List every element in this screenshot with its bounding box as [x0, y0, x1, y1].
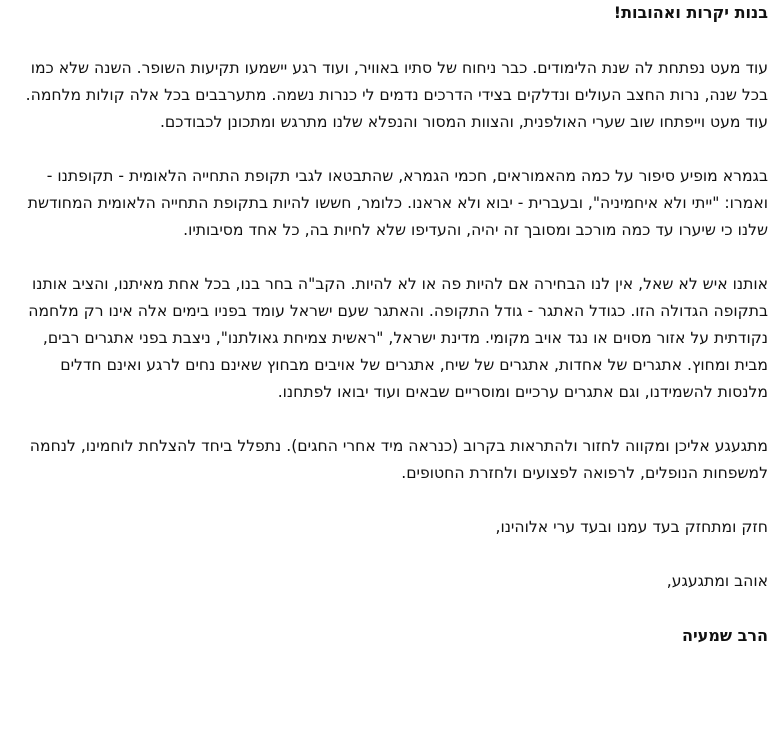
paragraph-school-year-opening: עוד מעט נפתחת לה שנת הלימודים. כבר ניחוח של סתיו באוויר, ועוד רגע יישמעו תקיעות השופר. השנה שלא כמו בכל שנה, נרות החצב העולים ונדלקים בצידי הדרכים נדמים לי כנרות נשמה. מתערבבים בכל אלה קולות מלחמה. עוד מעט וייפתחו שוב שערי האולפנית, והצוות המסור והנפלא שלנו מתרגש ומתכונן לכבודכם.	[25, 59, 768, 131]
letter-body	[16, 0, 768, 649]
paragraph-prayer-wishes: מתגעגע אליכן ומקווה לחזור ולהתראות בקרוב (כנראה מיד אחרי החגים). נתפלל ביחד להצלחת לוחמינו, לנחמה למשפחות הנופלים, לרפואה לפצועים ולחזרת החטופים.	[29, 437, 768, 482]
paragraph-era-challenges: אותנו איש לא שאל, אין לנו הבחירה אם להיות פה או לא להיות. הקב"ה בחר בנו, בכל אחת מאיתנו, והציב אותנו בתקופה הגדולה הזו. כגודל האתגר - גודל התקופה. והאתגר שעם ישראל עומד בפניו בימים אלה אינו רק מלחמה נקודתית על אזור מסוים או נגד אויב מקומי. מדינת ישראל, "ראשית צמיחת גאולתנו", ניצבת בפני אתגרים רבים, מבית ומחוץ. אתגרים של אחדות, אתגרים של שיח, אתגרים של אויבים מבחוץ שאינם נחים לרגע ואינם חדלים מלנסות להשמידנו, וגם אתגרים ערכיים ומוסריים שבאים ועוד יבואו לפתחנו.	[28, 275, 768, 401]
paragraph-gemara-story: בגמרא מופיע סיפור על כמה מהאמוראים, חכמי הגמרא, שהתבטאו לגבי תקופת התחייה הלאומית - תקופתנו - ואמרו: "ייתי ולא איחמיניה", ובעברית - יבוא ולא אראנו. כלומר, חששו להיות בתקופת התחייה הלאומית המחודשת שלנו כי שיערו עד כמה מורכב ומסובך זה יהיה, והעדיפו שלא לחיות בה, כל אחד מסיבותיו.	[27, 167, 768, 239]
signature: הרב שמעיה	[681, 626, 768, 645]
closing-blessing: חזק ומתחזק בעד עמנו ובעד ערי אלוהינו,	[495, 518, 768, 536]
closing-salutation: אוהב ומתגעגע,	[666, 572, 768, 590]
letter-greeting-title: בנות יקרות ואהובות!	[613, 3, 768, 22]
